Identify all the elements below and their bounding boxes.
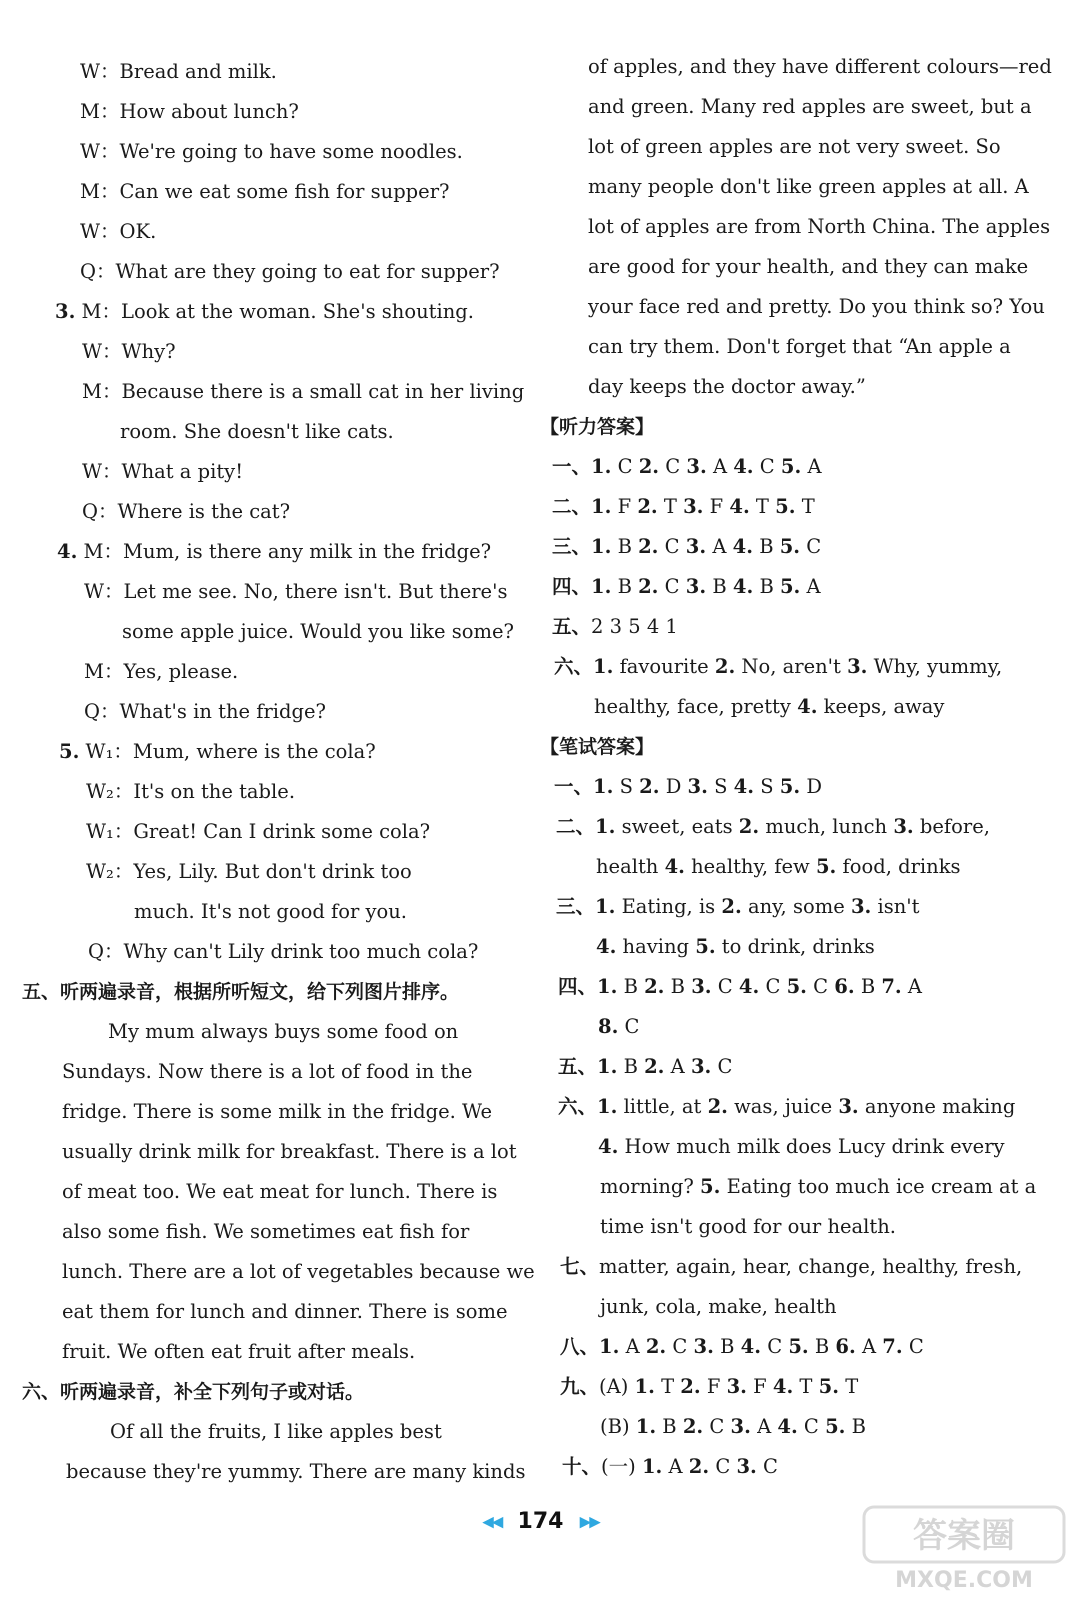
- text-line: healthy, face, pretty 4. keeps, away: [594, 695, 945, 718]
- text-line: Q：Why can't Lily drink too much cola?: [88, 940, 479, 963]
- text-line: 七、matter, again, hear, change, healthy, fresh,: [560, 1255, 1023, 1278]
- text-line: room. She doesn't like cats.: [120, 420, 394, 443]
- section-heading: 【笔试答案】: [540, 736, 655, 758]
- text-line: lot of green apples are not very sweet. So: [588, 135, 1001, 158]
- text-line: M：Because there is a small cat in her living: [82, 380, 525, 403]
- section-heading: 五、听两遍录音，根据所听短文，给下列图片排序。: [22, 981, 460, 1003]
- text-line: day keeps the doctor away.”: [588, 375, 866, 398]
- section-heading: 【听力答案】: [540, 416, 655, 438]
- text-line: 九、(A) 1. T 2. F 3. F 4. T 5. T: [560, 1375, 859, 1398]
- text-line: Q：What are they going to eat for supper?: [80, 260, 500, 283]
- text-line: many people don't like green apples at all. A: [588, 175, 1029, 198]
- text-line: W₂：It's on the table.: [86, 780, 296, 803]
- text-line: 5. W₁：Mum, where is the cola?: [59, 740, 376, 763]
- text-line: lot of apples are from North China. The apples: [588, 215, 1051, 238]
- text-line: W：OK.: [80, 220, 157, 243]
- text-line: 十、(一) 1. A 2. C 3. C: [562, 1455, 778, 1478]
- text-line: much. It's not good for you.: [134, 900, 407, 923]
- text-line: your face red and pretty. Do you think so? You: [588, 295, 1045, 318]
- page-number: 174: [517, 1509, 564, 1534]
- text-line: 六、1. little, at 2. was, juice 3. anyone making: [558, 1095, 1016, 1118]
- text-line: morning? 5. Eating too much ice cream at a: [600, 1175, 1037, 1198]
- text-line: 3. M：Look at the woman. She's shouting.: [55, 300, 474, 323]
- text-line: 4. M：Mum, is there any milk in the fridge?: [57, 540, 492, 563]
- text-line: health 4. healthy, few 5. food, drinks: [596, 855, 961, 878]
- text-line: because they're yummy. There are many kinds: [66, 1460, 526, 1483]
- text-line: 三、1. B 2. C 3. A 4. B 5. C: [552, 535, 822, 558]
- text-line: also some fish. We sometimes eat fish for: [62, 1220, 470, 1243]
- text-line: and green. Many red apples are sweet, but a: [588, 95, 1032, 118]
- text-line: Q：Where is the cat?: [82, 500, 291, 523]
- text-line: W：We're going to have some noodles.: [80, 140, 463, 163]
- text-line: time isn't good for our health.: [600, 1215, 896, 1238]
- text-line: 二、1. F 2. T 3. F 4. T 5. T: [552, 495, 815, 518]
- text-line: 五、1. B 2. A 3. C: [558, 1055, 733, 1078]
- text-line: are good for your health, and they can make: [588, 255, 1029, 278]
- text-line: W：What a pity!: [82, 460, 244, 483]
- text-line: Q：What's in the fridge?: [84, 700, 326, 723]
- text-line: 8. C: [598, 1015, 640, 1038]
- text-line: (B) 1. B 2. C 3. A 4. C 5. B: [600, 1415, 866, 1438]
- section-heading: 六、听两遍录音，补全下列句子或对话。: [22, 1381, 365, 1403]
- text-line: 五、2 3 5 4 1: [552, 615, 678, 638]
- text-line: 四、1. B 2. C 3. B 4. B 5. A: [552, 575, 821, 598]
- text-line: W₁：Great! Can I drink some cola?: [86, 820, 431, 843]
- text-line: can try them. Don't forget that “An apple a: [588, 335, 1011, 358]
- text-line: lunch. There are a lot of vegetables because we: [62, 1260, 535, 1283]
- text-line: eat them for lunch and dinner. There is some: [62, 1300, 508, 1323]
- text-line: 一、1. S 2. D 3. S 4. S 5. D: [554, 775, 822, 798]
- text-line: Of all the fruits, I like apples best: [110, 1420, 442, 1443]
- text-line: 4. having 5. to drink, drinks: [596, 935, 875, 958]
- text-line: some apple juice. Would you like some?: [122, 620, 514, 643]
- text-line: 二、1. sweet, eats 2. much, lunch 3. before,: [556, 815, 990, 838]
- text-line: of meat too. We eat meat for lunch. There is: [62, 1180, 498, 1203]
- watermark-logo-icon: [859, 1502, 1069, 1592]
- text-line: usually drink milk for breakfast. There is a lot: [62, 1140, 517, 1163]
- text-line: fruit. We often eat fruit after meals.: [62, 1340, 416, 1363]
- text-line: fridge. There is some milk in the fridge. We: [62, 1100, 493, 1123]
- text-line: M：Yes, please.: [84, 660, 239, 683]
- text-line: W：Bread and milk.: [80, 60, 277, 83]
- prev-arrows-icon: ◀◀: [482, 1512, 502, 1531]
- text-line: Sundays. Now there is a lot of food in the: [62, 1060, 473, 1083]
- text-line: of apples, and they have different colours—red: [588, 55, 1052, 78]
- text-line: M：How about lunch?: [80, 100, 299, 123]
- watermark-text-top: 答案圈: [913, 1516, 1015, 1556]
- text-line: 4. How much milk does Lucy drink every: [598, 1135, 1005, 1158]
- next-arrows-icon: ▶▶: [579, 1512, 599, 1531]
- text-line: 四、1. B 2. B 3. C 4. C 5. C 6. B 7. A: [558, 975, 922, 998]
- text-line: 三、1. Eating, is 2. any, some 3. isn't: [556, 895, 920, 918]
- text-line: 八、1. A 2. C 3. B 4. C 5. B 6. A 7. C: [560, 1335, 924, 1358]
- text-line: W₂：Yes, Lily. But don't drink too: [86, 860, 412, 883]
- text-line: 一、1. C 2. C 3. A 4. C 5. A: [552, 455, 822, 478]
- text-line: junk, cola, make, health: [600, 1295, 837, 1318]
- text-line: W：Let me see. No, there isn't. But there's: [84, 580, 508, 603]
- text-line: 六、1. favourite 2. No, aren't 3. Why, yummy,: [554, 655, 1003, 678]
- watermark-text-bottom: MXQE.COM: [895, 1568, 1033, 1592]
- text-line: My mum always buys some food on: [108, 1020, 459, 1043]
- text-line: W：Why?: [82, 340, 176, 363]
- text-line: M：Can we eat some fish for supper?: [80, 180, 450, 203]
